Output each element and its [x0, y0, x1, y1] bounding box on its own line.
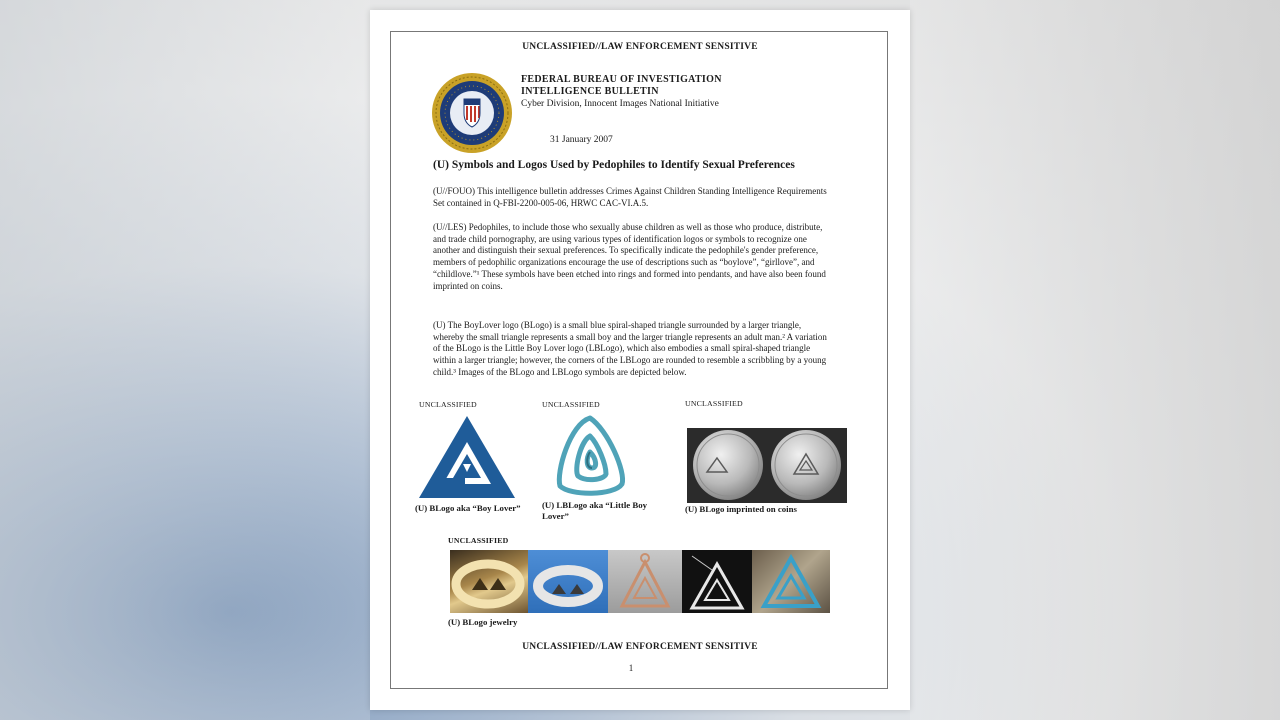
- coins-photo: [687, 428, 847, 503]
- background-left: [0, 0, 370, 720]
- org-name: FEDERAL BUREAU OF INVESTIGATION: [521, 74, 722, 85]
- jewelry-photo-pendant-silver: [682, 550, 752, 613]
- bulletin-type: INTELLIGENCE BULLETIN: [521, 86, 659, 97]
- caption-blogo: (U) BLogo aka “Boy Lover”: [415, 503, 521, 513]
- caption-lblogo: (U) LBLogo aka “Little Boy Lover”: [542, 500, 648, 521]
- blogo-triangle-icon: [415, 412, 519, 502]
- unclassified-label-jewelry: UNCLASSIFIED: [448, 536, 509, 545]
- jewelry-photo-ring-silver: [528, 550, 608, 613]
- jewelry-photo-ring-gold: [450, 550, 528, 613]
- unclassified-label-blogo: UNCLASSIFIED: [419, 400, 477, 409]
- caption-jewelry: (U) BLogo jewelry: [448, 617, 518, 627]
- document-page: [370, 10, 910, 710]
- division-line: Cyber Division, Innocent Images National Initiative: [521, 99, 719, 109]
- lblogo-spiral-icon: [550, 412, 630, 498]
- bulletin-title: (U) Symbols and Logos Used by Pedophiles to Identify Sexual Preferences: [433, 159, 795, 171]
- paragraph-1: (U//FOUO) This intelligence bulletin addresses Crimes Against Children Standing Intelligence Requirements Set contained in Q-FBI-2200-005-06, HRWC CAC-VI.A.5.: [433, 186, 827, 208]
- top-classification-banner: UNCLASSIFIED//LAW ENFORCEMENT SENSITIVE: [522, 42, 758, 52]
- unclassified-label-coins: UNCLASSIFIED: [685, 399, 743, 408]
- jewelry-photo-pendant-blue: [752, 550, 830, 613]
- paragraph-3: (U) The BoyLover logo (BLogo) is a small blue spiral-shaped triangle surrounded by a larger triangle, whereby the small triangle represents a small boy and the larger triangle represents an adult man.² A variation of the BLogo is the Little Boy Lover logo (LBLogo), which also embodies a small spiral-shaped triangle within a larger triangle; however, the corners of the LBLogo are rounded to resemble a scribbling by a young child.³ Images of the BLogo and LBLogo symbols are depicted below.: [433, 320, 827, 377]
- bottom-classification-banner: UNCLASSIFIED//LAW ENFORCEMENT SENSITIVE: [522, 642, 758, 652]
- bulletin-date: 31 January 2007: [550, 135, 613, 145]
- unclassified-label-lblogo: UNCLASSIFIED: [542, 400, 600, 409]
- fbi-seal-icon: [431, 72, 513, 154]
- background-right: [910, 0, 1280, 720]
- jewelry-photo-pendant-rose: [608, 550, 682, 613]
- caption-coins: (U) BLogo imprinted on coins: [685, 504, 797, 514]
- page-number: 1: [628, 663, 634, 673]
- paragraph-2: (U//LES) Pedophiles, to include those who sexually abuse children as well as those who produce, distribute, and trade child pornography, are using various types of identification logos or symbols to recognize one another and distinguish their sexual preferences. To specifically indicate the pedophile's gender preference, members of pedophilic organizations encourage the use of descriptions such as “boylove”, “girllove”, and “childlove.”¹ These symbols have been etched into rings and formed into pendants, and have also been found imprinted on coins.: [433, 222, 826, 291]
